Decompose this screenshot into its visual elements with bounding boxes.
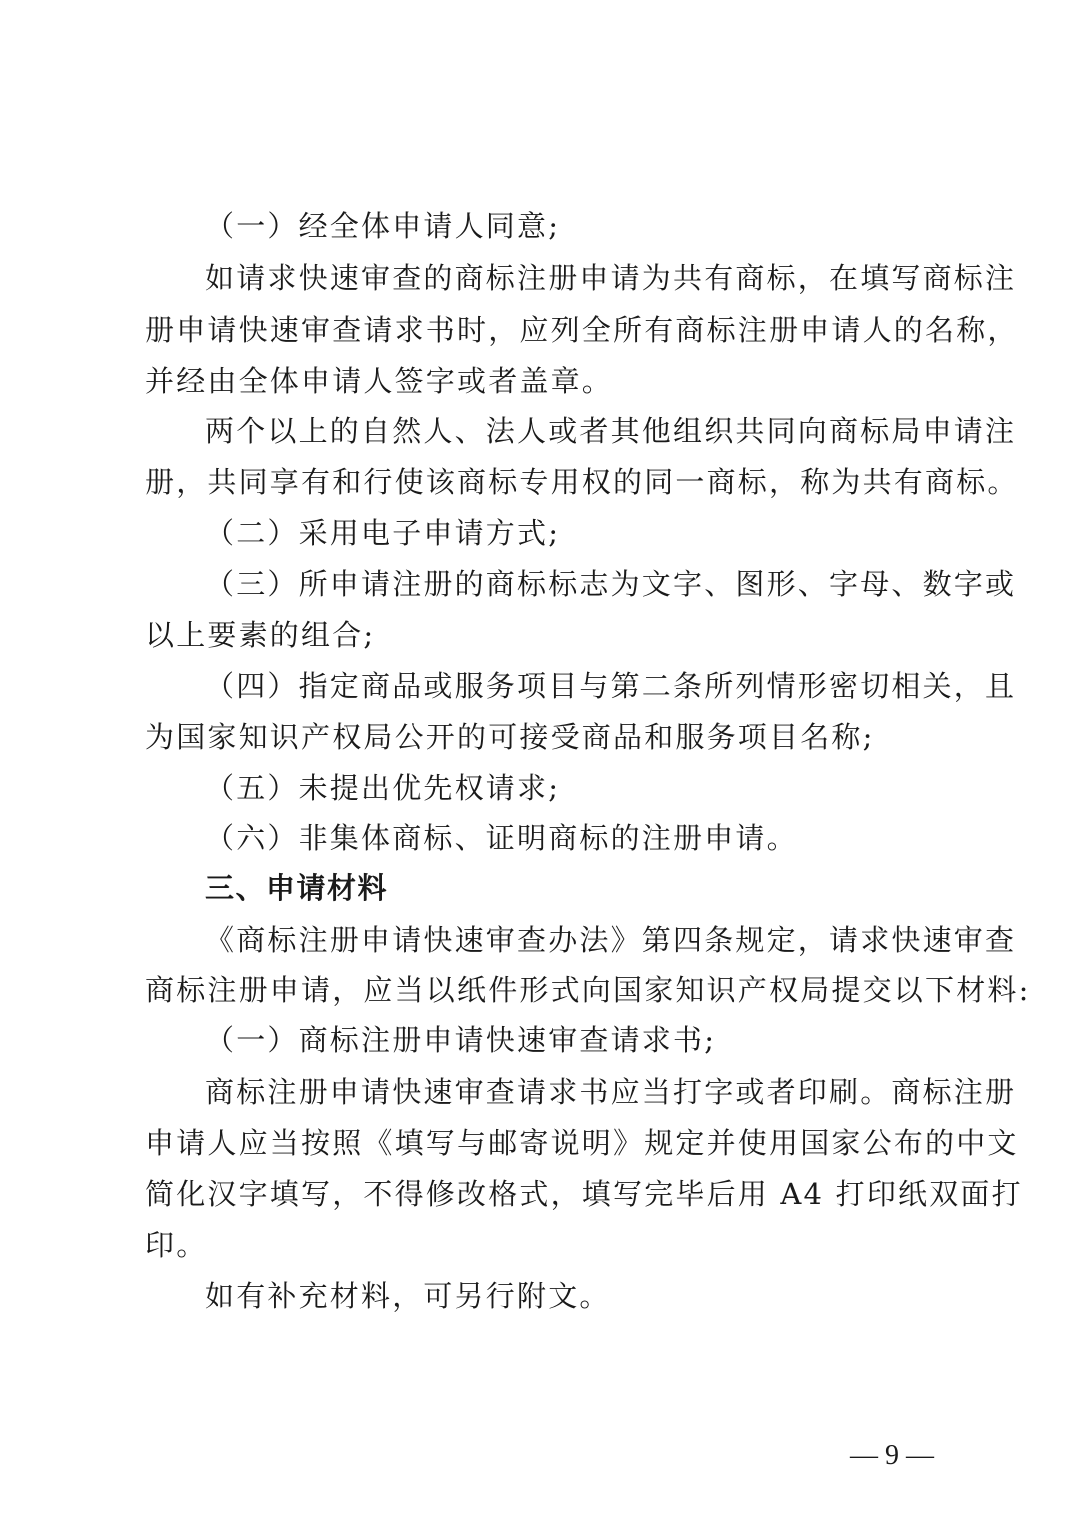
text-line: 申请人应当按照《填写与邮寄说明》规定并使用国家公布的中文 <box>145 1126 1019 1160</box>
text-line: 以上要素的组合; <box>145 618 376 652</box>
text-line: 两个以上的自然人、法人或者其他组织共同向商标局申请注 <box>205 414 1017 448</box>
text-line: （五）未提出优先权请求; <box>205 771 561 805</box>
text-line: 册申请快速审查请求书时，应列全所有商标注册申请人的名称， <box>145 313 1019 347</box>
text-line: （一）商标注册申请快速审查请求书; <box>205 1023 717 1057</box>
text-line: 商标注册申请，应当以纸件形式向国家知识产权局提交以下材料: <box>145 973 1031 1007</box>
text-line: 如有补充材料，可另行附文。 <box>205 1279 611 1313</box>
text-line: 商标注册申请快速审查请求书应当打字或者印刷。商标注册 <box>205 1075 1017 1109</box>
text-line: 册，共同享有和行使该商标专用权的同一商标，称为共有商标。 <box>145 465 1019 499</box>
text-line: （三）所申请注册的商标标志为文字、图形、字母、数字或 <box>205 567 1017 601</box>
text-line: （一）经全体申请人同意; <box>205 209 561 243</box>
text-line: （四）指定商品或服务项目与第二条所列情形密切相关，且 <box>205 669 1017 703</box>
text-line: （六）非集体商标、证明商标的注册申请。 <box>205 821 798 855</box>
text-line: 简化汉字填写，不得修改格式，填写完毕后用 A4 打印纸双面打 <box>145 1177 1023 1211</box>
page-number: — 9 — <box>850 1440 934 1471</box>
text-line: 为国家知识产权局公开的可接受商品和服务项目名称; <box>145 720 875 754</box>
section-heading: 三、申请材料 <box>205 871 389 905</box>
text-line: 并经由全体申请人签字或者盖章。 <box>145 364 614 398</box>
text-line: （二）采用电子申请方式; <box>205 516 561 550</box>
text-line: 如请求快速审查的商标注册申请为共有商标，在填写商标注 <box>205 261 1017 295</box>
text-line: 《商标注册申请快速审查办法》第四条规定，请求快速审查 <box>205 923 1017 957</box>
text-line: 印。 <box>145 1228 208 1262</box>
